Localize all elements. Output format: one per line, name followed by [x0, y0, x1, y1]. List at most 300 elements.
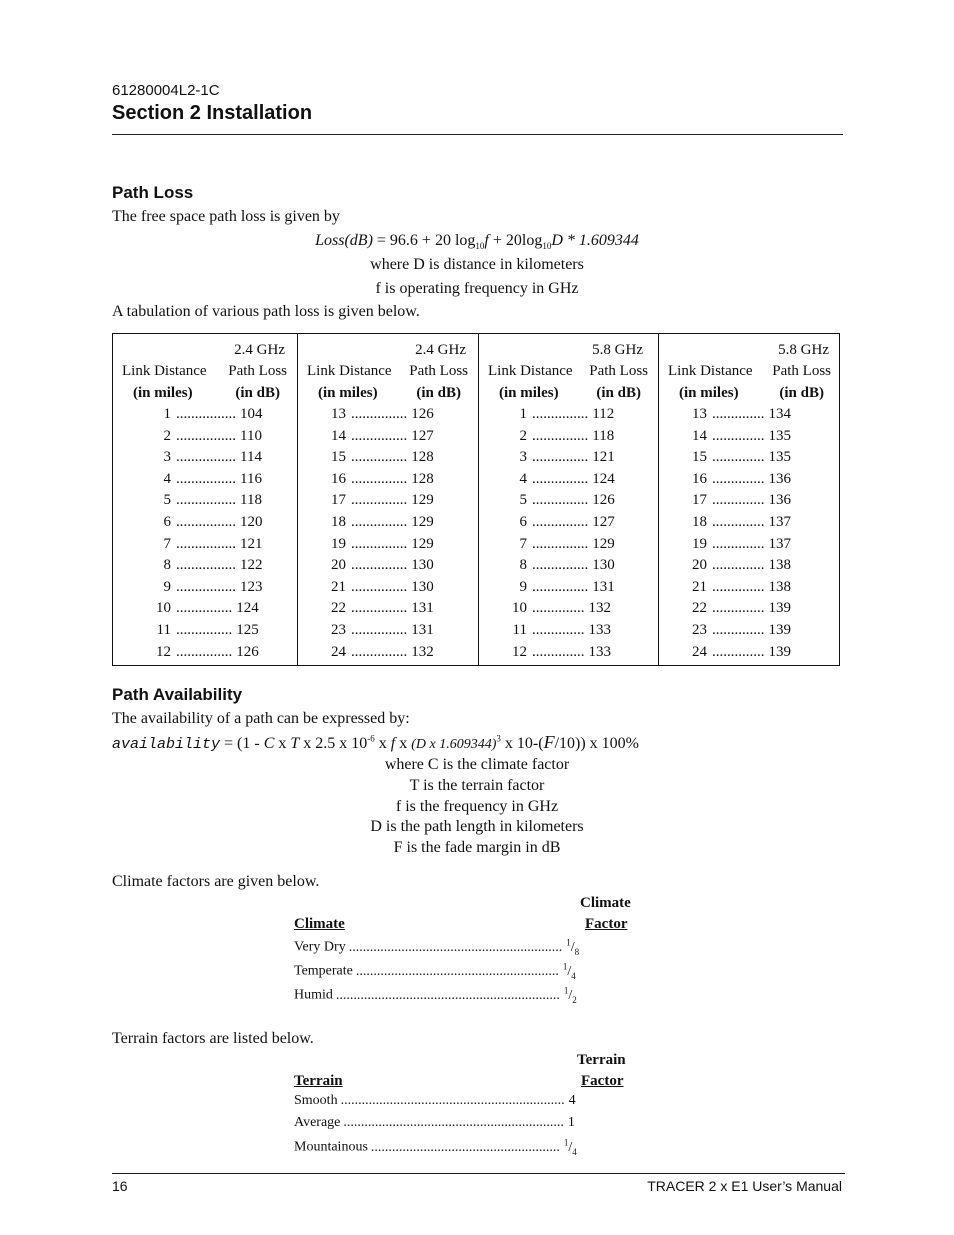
path-loss-table: [112, 333, 840, 666]
distance-value: 4: [163, 470, 171, 487]
leader-dots: ..............: [712, 600, 765, 617]
table-row: [499, 471, 615, 488]
frequency-label: 5.8 GHz: [778, 342, 829, 358]
formula-f: f: [390, 735, 396, 752]
table-row: [141, 536, 263, 553]
distance-value: 15: [331, 449, 346, 466]
distance-value: 8: [519, 557, 527, 574]
distance-value: 18: [692, 514, 707, 530]
leader-dots: ...............: [532, 470, 589, 487]
path-loss-header: Path Loss: [228, 363, 287, 379]
climate-head-left: Climate: [294, 916, 345, 932]
leader-dots: ................................................................: [335, 987, 560, 1003]
formula-d-term: (D x 1.609344): [411, 737, 497, 752]
terrain-head-right: Factor: [581, 1073, 624, 1089]
loss-unit-header: (in dB): [416, 385, 461, 401]
loss-value: 124: [592, 470, 615, 487]
leader-dots: ..............: [532, 643, 585, 660]
distance-value: 19: [692, 535, 707, 552]
formula-part: x: [274, 735, 291, 752]
leader-dots: ................: [176, 514, 236, 530]
formula-sub: 10: [542, 241, 552, 252]
distance-unit-header: (in miles): [133, 385, 193, 401]
path-loss-formula: [0, 232, 954, 251]
manual-title: TRACER 2 x E1 User’s Manual: [647, 1178, 842, 1194]
loss-value: 137: [768, 514, 791, 530]
distance-value: 10: [512, 600, 527, 617]
distance-value: 6: [163, 514, 171, 530]
leader-dots: ...............: [351, 578, 408, 595]
table-row: [679, 557, 791, 574]
where-line: D is the path length in kilometers: [370, 818, 584, 835]
factor-number: 1: [567, 1115, 575, 1130]
table-row: [141, 471, 262, 488]
leader-dots: ..............: [532, 622, 585, 638]
distance-value: 16: [692, 470, 707, 487]
distance-value: 5: [519, 492, 527, 509]
leader-dots: ..............: [712, 427, 765, 444]
path-loss-heading: Path Loss: [112, 183, 194, 202]
loss-value: 139: [768, 600, 791, 617]
distance-value: 3: [163, 449, 171, 466]
loss-value: 128: [411, 449, 434, 466]
table-row: [679, 536, 791, 553]
leader-dots: ................................................................: [340, 1093, 565, 1108]
formula-part: + 20log: [488, 232, 543, 249]
link-distance-header: Link Distance: [488, 363, 573, 379]
table-row: [679, 406, 791, 423]
leader-dots: ..............: [712, 578, 765, 595]
distance-value: 2: [163, 427, 171, 444]
table-row: [679, 514, 791, 531]
leader-dots: ..........................................................: [355, 963, 559, 979]
distance-value: 12: [156, 643, 171, 660]
leader-dots: ..............: [712, 557, 765, 574]
leader-dots: ...............: [351, 470, 408, 487]
fraction-denominator: 4: [571, 970, 576, 981]
leader-dots: ...............: [351, 427, 408, 444]
leader-dots: ...............: [351, 492, 408, 509]
fraction-slash: /: [570, 939, 575, 955]
distance-value: 23: [692, 622, 707, 638]
factor-value: [568, 1115, 575, 1130]
distance-value: 24: [331, 643, 346, 660]
table-row: [318, 622, 434, 639]
distance-value: 21: [692, 578, 707, 595]
table-row: [318, 449, 434, 466]
table-row: [141, 492, 262, 509]
tabulation-intro: A tabulation of various path loss is given below.: [112, 303, 420, 320]
loss-value: 118: [240, 492, 262, 509]
distance-value: 20: [331, 557, 346, 574]
table-row: [499, 492, 615, 509]
loss-value: 131: [411, 622, 434, 638]
loss-value: 120: [240, 514, 263, 530]
distance-value: 17: [331, 492, 346, 509]
formula-exp: 3: [496, 733, 501, 744]
distance-value: 14: [692, 427, 707, 444]
loss-value: 114: [240, 449, 262, 466]
factor-row: [294, 1093, 576, 1109]
formula-part: = (1 -: [220, 735, 264, 752]
table-row: [141, 557, 263, 574]
leader-dots: ...............: [351, 622, 408, 638]
path-loss-header: Path Loss: [409, 363, 468, 379]
loss-value: 135: [768, 427, 791, 444]
factor-row: [294, 1137, 577, 1156]
table-row: [318, 644, 434, 661]
distance-value: 16: [331, 470, 346, 487]
table-row: [499, 406, 614, 423]
formula-f: f: [484, 232, 489, 249]
where-line: T is the terrain factor: [409, 777, 545, 794]
loss-value: 138: [768, 557, 791, 574]
loss-value: 131: [411, 600, 434, 617]
distance-value: 5: [163, 492, 171, 509]
formula-part: x 2.5 x 10: [299, 735, 368, 752]
loss-value: 137: [768, 535, 791, 552]
leader-dots: ...............: [351, 535, 408, 552]
loss-value: 132: [588, 600, 611, 617]
factor-value: [562, 961, 576, 981]
table-row: [499, 644, 611, 661]
table-row: [499, 449, 615, 466]
fraction-slash: /: [567, 963, 572, 979]
availability-formula: [112, 732, 639, 753]
frequency-label: 5.8 GHz: [592, 342, 643, 358]
leader-dots: ...............: [176, 643, 233, 660]
table-row: [141, 644, 259, 661]
table-row: [679, 600, 791, 617]
path-loss-intro: The free space path loss is given by: [112, 208, 340, 225]
loss-value: 130: [411, 557, 434, 574]
loss-value: 122: [240, 557, 263, 574]
loss-value: 136: [768, 492, 791, 509]
link-distance-header: Link Distance: [307, 363, 392, 379]
loss-value: 127: [411, 427, 434, 444]
leader-dots: ................: [176, 470, 236, 487]
leader-dots: ...............: [532, 557, 589, 574]
path-availability-heading: Path Availability: [112, 685, 243, 704]
formula-part: /10)) x 100%: [554, 735, 639, 752]
distance-value: 17: [692, 492, 707, 509]
formula-sub: 10: [475, 241, 485, 252]
formula-part: * 1.609344: [562, 232, 639, 249]
distance-value: 19: [331, 535, 346, 552]
fraction-denominator: 8: [574, 946, 580, 957]
loss-value: 123: [240, 578, 263, 595]
leader-dots: ................: [176, 406, 236, 422]
loss-value: 118: [592, 427, 615, 444]
factor-row: [294, 961, 576, 980]
loss-value: 112: [592, 406, 615, 422]
distance-value: 21: [331, 578, 346, 595]
table-row: [499, 428, 614, 445]
loss-value: 124: [236, 600, 259, 617]
loss-value: 129: [411, 535, 434, 552]
distance-unit-header: (in miles): [679, 385, 739, 401]
where-line: where C is the climate factor: [384, 756, 570, 773]
loss-value: 133: [588, 622, 611, 638]
leader-dots: ..............: [712, 535, 765, 552]
distance-value: 6: [519, 514, 527, 530]
terrain-head-top: Terrain: [577, 1052, 626, 1068]
leader-dots: ...............: [351, 557, 408, 574]
table-row: [679, 644, 791, 661]
loss-value: 131: [592, 578, 615, 595]
table-row: [141, 579, 263, 596]
fraction-numerator: 1: [562, 961, 568, 971]
leader-dots: ...............: [351, 449, 408, 466]
loss-unit-header: (in dB): [235, 385, 280, 401]
loss-value: 139: [768, 622, 791, 638]
loss-value: 110: [240, 427, 262, 444]
table-row: [679, 449, 791, 466]
formula-c: C: [263, 735, 275, 752]
leader-dots: ..............: [532, 600, 585, 617]
distance-value: 1: [163, 406, 171, 422]
loss-value: 132: [411, 643, 434, 660]
distance-value: 18: [331, 514, 346, 530]
table-row: [318, 406, 434, 423]
leader-dots: ...............: [532, 535, 589, 552]
table-row: [318, 536, 434, 553]
table-row: [318, 428, 434, 445]
loss-value: 126: [236, 643, 259, 660]
distance-value: 22: [331, 600, 346, 617]
loss-value: 128: [411, 470, 434, 487]
link-distance-header: Link Distance: [668, 363, 753, 379]
leader-dots: ...............: [351, 600, 408, 617]
loss-value: 138: [768, 578, 791, 595]
distance-value: 24: [692, 643, 707, 660]
fraction-denominator: 2: [572, 994, 577, 1005]
leader-dots: ...............: [532, 406, 589, 422]
leader-dots: ................: [176, 492, 236, 509]
table-row: [318, 600, 434, 617]
leader-dots: ......................................................: [370, 1139, 560, 1155]
availability-intro: The availability of a path can be expressed by:: [112, 710, 410, 727]
footer-rule: [112, 1173, 845, 1174]
table-row: [499, 622, 611, 639]
loss-value: 135: [768, 449, 791, 466]
loss-value: 134: [768, 406, 791, 422]
link-distance-header: Link Distance: [122, 363, 207, 379]
table-row: [318, 492, 434, 509]
path-loss-header: Path Loss: [589, 363, 648, 379]
where-line: f is the frequency in GHz: [395, 798, 559, 815]
table-row: [499, 536, 615, 553]
leader-dots: ...............: [532, 449, 589, 466]
distance-unit-header: (in miles): [318, 385, 378, 401]
leader-dots: ...............: [532, 492, 589, 509]
leader-dots: ..............: [712, 449, 765, 466]
page-number: 16: [112, 1178, 128, 1194]
table-row: [141, 428, 262, 445]
loss-value: 129: [592, 535, 615, 552]
leader-dots: ..............: [712, 406, 765, 422]
leader-dots: ..............: [712, 514, 765, 530]
leader-dots: ................: [176, 578, 236, 595]
fraction-slash: /: [568, 1139, 573, 1155]
distance-value: 15: [692, 449, 707, 466]
where-line: F is the fade margin in dB: [393, 839, 561, 856]
table-row: [499, 557, 615, 574]
distance-value: 10: [156, 600, 171, 617]
leader-dots: ..............: [712, 622, 765, 638]
loss-column: [113, 334, 297, 665]
loss-value: 104: [240, 406, 263, 422]
table-row: [679, 492, 791, 509]
fraction-denominator: 4: [572, 1146, 577, 1157]
header-rule: [112, 134, 843, 135]
table-row: [318, 557, 434, 574]
table-row: [499, 514, 615, 531]
distance-value: 23: [331, 622, 346, 638]
formula-part: = 96.6 + 20 log: [372, 232, 476, 249]
table-row: [679, 471, 791, 488]
distance-value: 7: [519, 535, 527, 552]
terrain-intro: Terrain factors are listed below.: [112, 1030, 314, 1047]
leader-dots: ..............: [712, 492, 765, 509]
leader-dots: ................: [176, 557, 236, 574]
terrain-head-left: Terrain: [294, 1073, 343, 1089]
where-f-line: f is operating frequency in GHz: [375, 280, 579, 297]
fraction-numerator: 1: [563, 1137, 569, 1147]
loss-value: 139: [768, 643, 791, 660]
leader-dots: ................: [176, 427, 236, 444]
leader-dots: ..............: [712, 643, 765, 660]
factor-row: [294, 1115, 575, 1131]
loss-value: 136: [768, 470, 791, 487]
table-row: [499, 579, 615, 596]
factor-value: [566, 937, 580, 957]
distance-value: 8: [163, 557, 171, 574]
loss-value: 130: [411, 578, 434, 595]
loss-value: 127: [592, 514, 615, 530]
factor-name: Very Dry: [294, 939, 346, 955]
frequency-label: 2.4 GHz: [234, 342, 285, 358]
leader-dots: ...............: [532, 578, 589, 595]
distance-value: 22: [692, 600, 707, 617]
climate-head-right: Factor: [585, 916, 628, 932]
leader-dots: ...............: [351, 643, 408, 660]
distance-value: 4: [519, 470, 527, 487]
factor-name: Average: [294, 1115, 341, 1130]
loss-value: 126: [411, 406, 434, 422]
distance-value: 13: [331, 406, 346, 422]
factor-row: [294, 985, 577, 1004]
loss-column: [478, 334, 658, 665]
loss-value: 125: [236, 622, 259, 638]
distance-value: 20: [692, 557, 707, 574]
distance-value: 11: [156, 622, 171, 638]
loss-value: 129: [411, 492, 434, 509]
distance-value: 9: [519, 578, 527, 595]
formula-lhs: Loss(dB): [315, 232, 373, 249]
loss-value: 129: [411, 514, 434, 530]
table-row: [141, 406, 263, 423]
table-row: [679, 622, 791, 639]
formula-d: D: [551, 232, 563, 249]
distance-value: 7: [163, 535, 171, 552]
table-row: [499, 600, 611, 617]
factor-row: [294, 937, 579, 956]
distance-value: 9: [163, 578, 171, 595]
leader-dots: ...............: [532, 427, 589, 444]
loss-unit-header: (in dB): [779, 385, 824, 401]
section-title: Section 2 Installation: [112, 102, 313, 124]
leader-dots: ...............: [351, 406, 408, 422]
factor-name: Mountainous: [294, 1139, 368, 1155]
table-row: [141, 514, 263, 531]
factor-name: Humid: [294, 987, 333, 1003]
loss-value: 121: [240, 535, 263, 552]
formula-F: F: [543, 732, 555, 752]
frequency-label: 2.4 GHz: [415, 342, 466, 358]
distance-value: 1: [519, 406, 527, 422]
leader-dots: ...............: [176, 622, 233, 638]
table-row: [141, 622, 259, 639]
distance-value: 13: [692, 406, 707, 422]
distance-value: 14: [331, 427, 346, 444]
where-d-line: where D is distance in kilometers: [370, 256, 584, 273]
table-row: [318, 471, 434, 488]
loss-value: 130: [592, 557, 615, 574]
climate-intro: Climate factors are given below.: [112, 873, 320, 890]
formula-part: x: [374, 735, 391, 752]
loss-column: [658, 334, 841, 665]
leader-dots: ...............: [351, 514, 408, 530]
loss-value: 121: [592, 449, 615, 466]
table-row: [141, 449, 262, 466]
factor-name: Temperate: [294, 963, 353, 979]
document-number: 61280004L2-1C: [112, 82, 220, 99]
table-row: [679, 579, 791, 596]
leader-dots: ...............................................................: [343, 1115, 564, 1130]
formula-part: x: [395, 735, 412, 752]
fraction-numerator: 1: [566, 937, 571, 947]
table-row: [679, 428, 791, 445]
distance-unit-header: (in miles): [499, 385, 559, 401]
formula-exp: -6: [367, 733, 375, 744]
leader-dots: .............................................................: [348, 939, 563, 955]
distance-value: 11: [512, 622, 527, 638]
factor-number: 4: [568, 1093, 576, 1108]
leader-dots: ...............: [176, 600, 233, 617]
factor-value: [569, 1093, 576, 1108]
factor-name: Smooth: [294, 1093, 338, 1108]
table-row: [318, 514, 434, 531]
loss-column: [297, 334, 478, 665]
loss-value: 133: [588, 643, 611, 660]
fraction-numerator: 1: [563, 985, 569, 995]
leader-dots: ................: [176, 449, 236, 466]
fraction-slash: /: [568, 987, 573, 1003]
distance-value: 3: [519, 449, 527, 466]
path-loss-header: Path Loss: [772, 363, 831, 379]
leader-dots: ..............: [712, 470, 765, 487]
table-row: [318, 579, 434, 596]
distance-value: 12: [512, 643, 527, 660]
climate-head-top: Climate: [580, 895, 631, 911]
formula-t: T: [290, 735, 300, 752]
loss-value: 126: [592, 492, 615, 509]
loss-value: 116: [240, 470, 262, 487]
leader-dots: ...............: [532, 514, 589, 530]
distance-value: 2: [519, 427, 527, 444]
availability-lhs: availability: [112, 736, 221, 753]
